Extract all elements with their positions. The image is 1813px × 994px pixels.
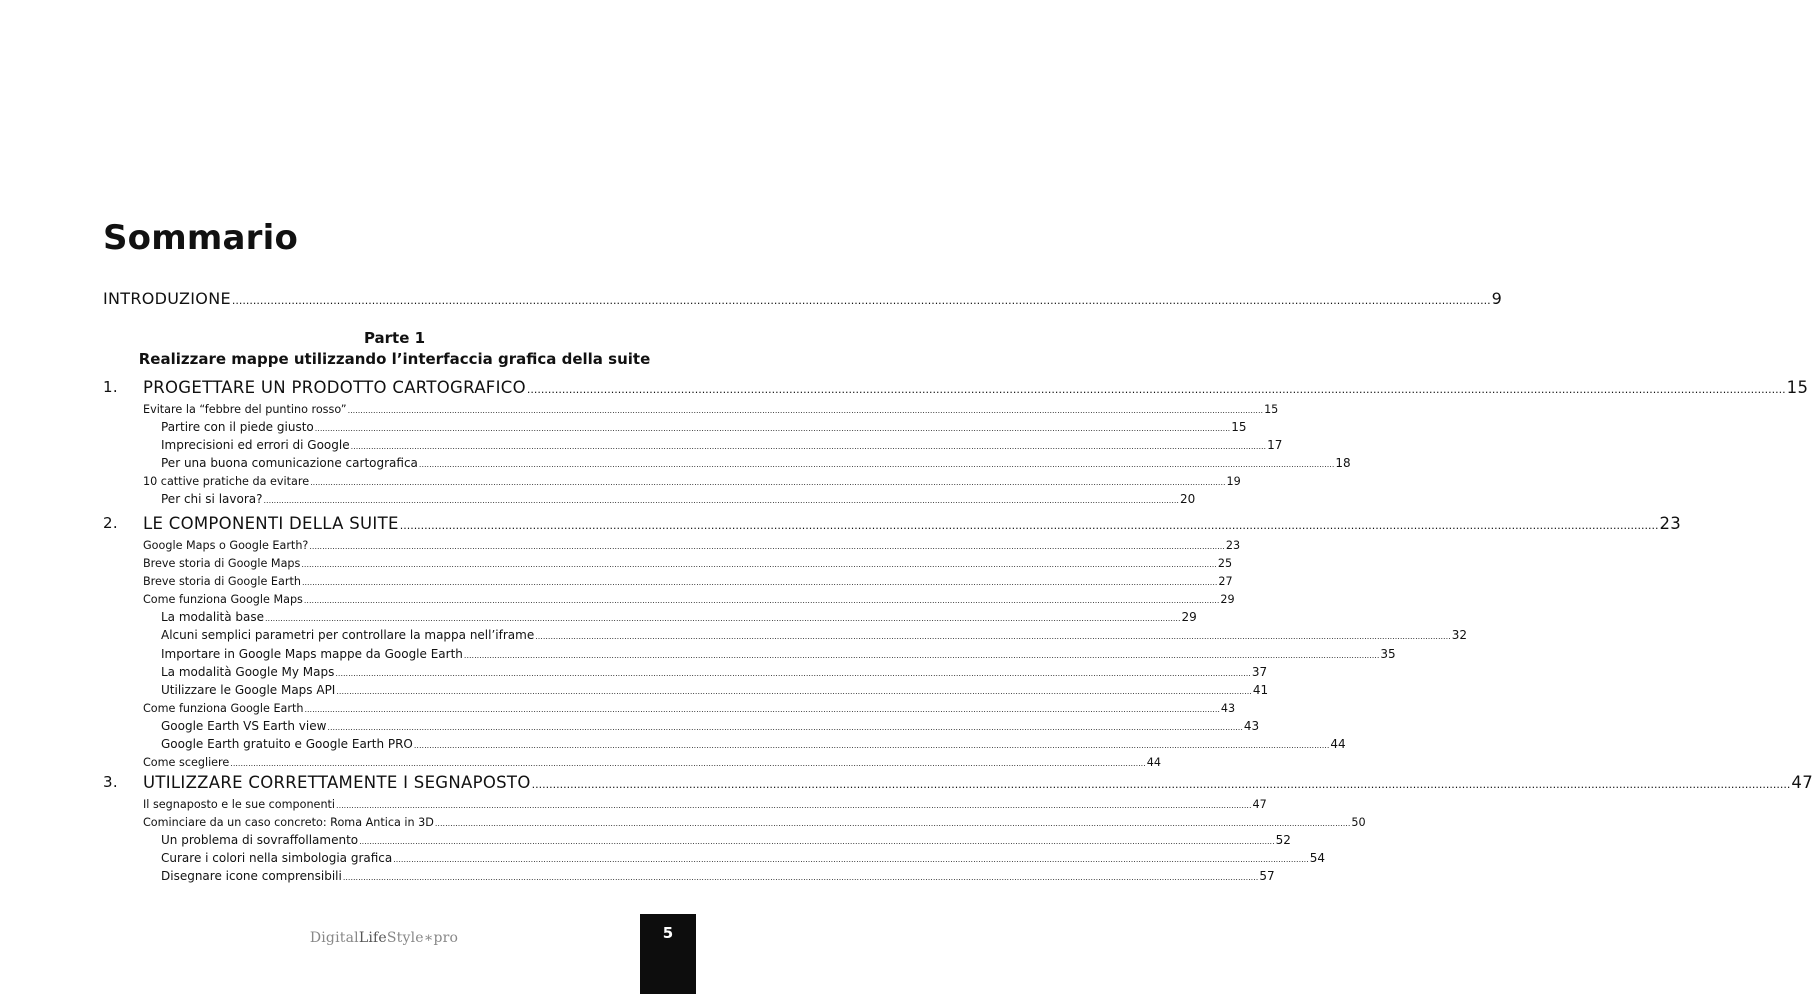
toc-entry-text: Google Earth gratuito e Google Earth PRO [161,737,413,752]
toc-entry-text: Disegnare icone comprensibili [161,869,342,884]
toc-entry-page: 18 [1335,456,1351,471]
brand-star-icon: ∗ [423,930,434,946]
toc-subentry[interactable] [143,491,1196,509]
chapter-page: 47 [1791,773,1813,792]
toc-entry-page: 43 [1220,701,1236,715]
chapter-heading[interactable] [103,378,1809,397]
toc-chapter-2 [103,514,1682,772]
toc-entry-text: Partire con il piede giusto [161,420,314,435]
toc-entry-page: 57 [1259,869,1275,884]
toc-subentry[interactable] [143,682,1269,700]
toc-leader-dots [309,538,1224,555]
toc-leader-dots [310,474,1225,491]
toc-leader-dots [336,797,1251,814]
toc-subentry[interactable] [143,646,1396,664]
toc-introduction-page: 9 [1491,289,1503,308]
toc-entry-page: 44 [1330,737,1346,752]
toc-entry-page: 37 [1251,664,1268,679]
toc-entry-page: 47 [1252,798,1267,811]
toc-leader-dots [393,851,1308,868]
toc-entry-page: 20 [1179,492,1196,507]
toc-leader-dots [230,755,1145,772]
toc-entry-page: 17 [1267,438,1283,453]
toc-entry-page: 25 [1217,557,1233,571]
toc-entry-page: 23 [1225,539,1241,552]
toc-entry-page: 19 [1226,475,1241,489]
toc-leader-dots [302,574,1217,591]
toc-entry-text: Per chi si lavora? [161,492,263,507]
toc-subentry[interactable] [143,868,1275,886]
toc-entry-text: Curare i colori nella simbologia grafica [161,851,393,866]
toc-entry[interactable] [143,814,1366,832]
toc-entry[interactable] [143,573,1233,591]
toc-entry-page: 44 [1146,756,1162,770]
toc-leader-dots [419,456,1334,473]
toc-entry-page: 15 [1264,403,1279,416]
toc-entry-text: Cominciare da un caso concreto: Roma Antica in 3D [143,816,434,830]
chapter-entries [143,796,1366,886]
toc-entry-page: 27 [1218,575,1233,589]
toc-subentry[interactable] [143,832,1291,850]
toc-leader-dots [359,833,1274,850]
toc-entry-text: La modalità base [161,610,265,625]
page-number: 5 [662,924,674,942]
toc-leader-dots [335,665,1250,682]
toc-leader-dots [315,420,1230,437]
toc-leader-dots [464,647,1379,664]
chapter-page: 23 [1659,514,1682,533]
toc-subentry[interactable] [143,736,1346,754]
toc-subentry[interactable] [143,609,1197,627]
toc-entry-text: Un problema di sovraffollamento [161,833,359,848]
toc-leader-dots [400,519,1659,532]
toc-entry-text: Breve storia di Google Maps [143,557,301,571]
toc-entry-text: Utilizzare le Google Maps API [161,682,336,697]
toc-leader-dots [327,719,1242,736]
toc-entry-text: Alcuni semplici parametri per controllare la mappa nell’iframe [161,628,535,643]
toc-entry-page: 52 [1275,833,1291,848]
toc-subentry[interactable] [143,718,1260,736]
toc-entry-text: Breve storia di Google Earth [143,575,301,589]
toc-subentry[interactable] [143,437,1283,455]
toc-leader-dots [348,402,1263,419]
toc-entry-page: 41 [1252,682,1269,697]
toc-entry[interactable] [143,473,1241,491]
brand-part: Digital [309,930,359,946]
part-subtitle: Realizzare mappe utilizzando l’interfaccia grafica della suite [138,350,651,368]
part-heading [103,328,686,370]
toc-leader-dots [535,628,1450,645]
toc-entry-text: Evitare la “febbre del puntino rosso” [143,403,347,416]
toc-entry-page: 43 [1243,718,1260,733]
toc-subentry[interactable] [143,627,1467,645]
toc-leader-dots [304,701,1219,718]
toc-subentry[interactable] [143,419,1247,437]
chapter-number: 3. [103,773,118,791]
toc-leader-dots [304,592,1219,609]
toc-entry-page: 15 [1231,420,1247,435]
toc-entry[interactable] [143,754,1162,772]
toc-entry-text: Il segnaposto e le sue componenti [143,798,336,811]
toc-leader-dots [532,778,1791,791]
part-label: Parte 1 [363,329,426,347]
toc-leader-dots [232,294,1491,307]
toc-chapter-1 [103,378,1809,510]
toc-leader-dots [263,492,1178,509]
toc-introduction-label: INTRODUZIONE [103,289,231,308]
toc-leader-dots [351,438,1266,455]
page-number-tab [640,914,696,994]
toc-entry-text: Google Maps o Google Earth? [143,539,309,552]
toc-leader-dots [527,383,1786,396]
toc-entry-text: Come funziona Google Earth [143,701,304,715]
toc-entry-text: La modalità Google My Maps [161,664,335,679]
toc-entry-page: 29 [1220,593,1235,607]
toc-entry-text: Imprecisioni ed errori di Google [161,438,350,453]
toc-entry-text: Per una buona comunicazione cartografica [161,456,418,471]
toc-entry-page: 29 [1181,610,1197,625]
chapter-number: 2. [103,514,118,532]
toc-entry-page: 32 [1451,628,1467,643]
toc-entry-text: Google Earth VS Earth view [161,718,327,733]
toc-leader-dots [343,869,1258,886]
chapter-title: UTILIZZARE CORRETTAMENTE I SEGNAPOSTO [143,773,531,792]
toc-entry[interactable] [143,555,1233,573]
chapter-page: 15 [1786,378,1809,397]
toc-leader-dots [265,610,1180,627]
chapter-entries [143,537,1467,772]
toc-entry-page: 54 [1309,851,1326,866]
toc-entry[interactable] [143,591,1235,609]
toc-entry[interactable] [143,537,1241,555]
brand-part: pro [433,930,459,946]
toc-entry-text: Importare in Google Maps mappe da Google Earth [161,646,463,661]
toc-leader-dots [435,815,1350,832]
toc-introduction[interactable] [103,289,1503,308]
toc-entry-text: 10 cattive pratiche da evitare [143,475,310,489]
toc-subentry[interactable] [143,455,1351,473]
toc-chapter-3 [103,773,1813,886]
toc-entry[interactable] [143,796,1267,814]
toc-entry[interactable] [143,401,1279,419]
chapter-heading[interactable] [103,773,1813,792]
toc-leader-dots [414,737,1329,754]
toc-entry-page: 35 [1380,646,1396,661]
chapter-heading[interactable] [103,514,1682,533]
page-title: Sommario [103,218,299,258]
chapter-entries [143,401,1351,510]
chapter-number: 1. [103,378,118,396]
toc-entry-text: Come scegliere [143,756,230,770]
chapter-title: PROGETTARE UN PRODOTTO CARTOGRAFICO [143,378,526,397]
brand-part: Style [386,930,424,946]
toc-entry-page: 50 [1351,816,1366,830]
chapter-title: LE COMPONENTI DELLA SUITE [143,514,399,533]
toc-subentry[interactable] [143,850,1326,868]
brand-part: Life [358,930,387,946]
toc-entry-text: Come funziona Google Maps [143,593,303,607]
toc-entry[interactable] [143,700,1236,718]
toc-subentry[interactable] [143,664,1268,682]
toc-leader-dots [301,556,1216,573]
toc-leader-dots [336,683,1251,700]
